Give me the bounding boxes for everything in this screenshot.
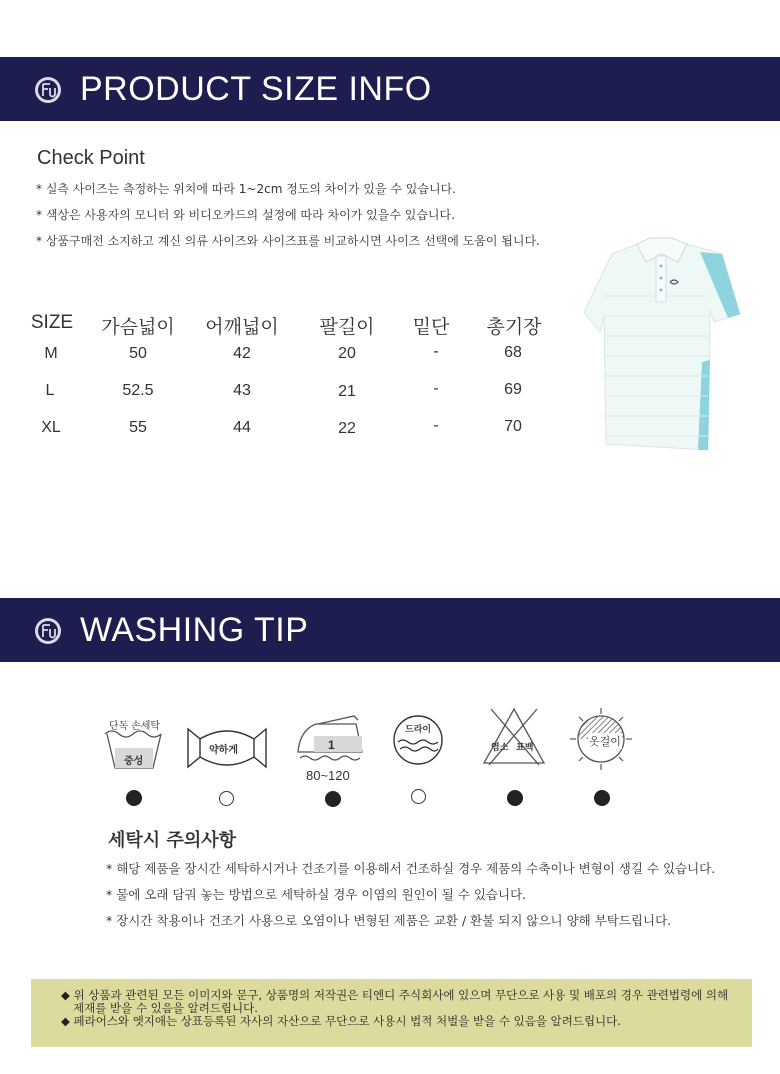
hang-dry-inner-label: 옷걸이 <box>588 733 622 749</box>
check-note: * 색상은 사용자의 모니터 와 비디오카드의 설정에 따라 차이가 있을수 있습니다. <box>36 208 455 222</box>
table-cell: 43 <box>233 382 251 399</box>
notice-line: 제재를 받을 수 있음을 알려드립니다. <box>73 1001 258 1015</box>
shoulder-header: 어깨넓이 <box>205 317 279 338</box>
check-point-title: Check Point <box>37 147 145 169</box>
no-bleach-left-label: 염소 <box>491 742 509 752</box>
caution-note: * 물에 오래 담궈 놓는 방법으로 세탁하실 경우 이염의 원인이 될 수 있습니다. <box>106 887 527 902</box>
hand-wash-top-label: 단독 손세탁 <box>109 721 161 732</box>
check-point-notes <box>36 181 540 259</box>
table-cell: 20 <box>338 345 356 362</box>
no-bleach-right-label: 표백 <box>516 742 534 752</box>
table-cell: 68 <box>504 344 522 361</box>
table-cell: L <box>45 382 55 399</box>
iron-inner-label: 1 <box>328 738 335 752</box>
table-cell: 70 <box>504 418 522 435</box>
table-cell: 52.5 <box>122 382 154 399</box>
washing-caution-title: 세탁시 주의사항 <box>108 830 236 851</box>
sleeve-header: 팔길이 <box>319 317 375 338</box>
table-cell: 22 <box>338 420 356 437</box>
check-note: * 실측 사이즈는 측정하는 위치에 따라 1~2cm 정도의 차이가 있을 수 있습니다. <box>36 182 456 196</box>
wring-gently-inner-label: 약하게 <box>209 745 238 756</box>
table-cell: M <box>44 345 58 362</box>
table-cell: 50 <box>129 345 147 362</box>
copyright-notice <box>31 979 752 1047</box>
product-polo-shirt-image <box>582 236 744 456</box>
wring-gently-indicator <box>219 791 234 806</box>
table-cell: 69 <box>504 381 522 398</box>
size-info-title: PRODUCT SIZE INFO <box>80 70 432 108</box>
dry-clean-indicator <box>411 789 426 804</box>
iron-temp-label: 80~120 <box>306 768 350 783</box>
length-header: 총기장 <box>486 317 542 338</box>
notice-line: ◆ 위 상품과 관련된 모든 이미지와 문구, 상품명의 저작권은 티엔디 주식회사에 있으며 무단으로 사용 및 배포의 경우 관련법령에 의해 <box>61 988 729 1002</box>
table-cell: 42 <box>233 345 251 362</box>
hand-wash-indicator <box>126 790 142 806</box>
table-cell: - <box>433 380 439 397</box>
brand-logo-icon <box>34 76 62 104</box>
notice-line: ◆ 페라어스와 엣지애는 상표등록된 자사의 자산으로 무단으로 사용시 법적 처벌을 받을 수 있음을 알려드립니다. <box>61 1014 621 1028</box>
table-cell: 21 <box>338 383 356 400</box>
washing-tip-header <box>0 598 780 662</box>
table-cell: - <box>433 343 439 360</box>
table-cell: XL <box>41 419 61 436</box>
hem-header: 밑단 <box>412 317 450 338</box>
iron-indicator <box>325 791 341 807</box>
no-bleach-icon <box>481 705 547 767</box>
chest-header: 가슴넓이 <box>101 317 175 338</box>
size-header: SIZE <box>30 312 74 333</box>
no-bleach-indicator <box>507 790 523 806</box>
caution-note: * 해당 제품을 장시간 세탁하시거나 건조기를 이용해서 건조하실 경우 제품의 수축이나 변형이 생길 수 있습니다. <box>106 861 716 876</box>
dry-clean-inner-label: 드라이 <box>405 724 432 734</box>
table-cell: - <box>433 417 439 434</box>
table-cell: 44 <box>233 419 251 436</box>
caution-note: * 장시간 착용이나 건조기 사용으로 오염이나 변형된 제품은 교환 / 환불 되지 않으니 양해 부탁드립니다. <box>106 913 672 928</box>
washing-tip-title: WASHING TIP <box>80 611 309 649</box>
size-info-header <box>0 57 780 121</box>
washing-caution-notes <box>106 861 715 939</box>
brand-logo-icon <box>34 617 62 645</box>
table-cell: 55 <box>129 419 147 436</box>
hang-dry-indicator <box>594 790 610 806</box>
hand-wash-inner-label: 중성 <box>124 756 144 767</box>
check-note: * 상품구매전 소지하고 계신 의류 사이즈와 사이즈표를 비교하시면 사이즈 선택에 도움이 됩니다. <box>36 234 540 248</box>
